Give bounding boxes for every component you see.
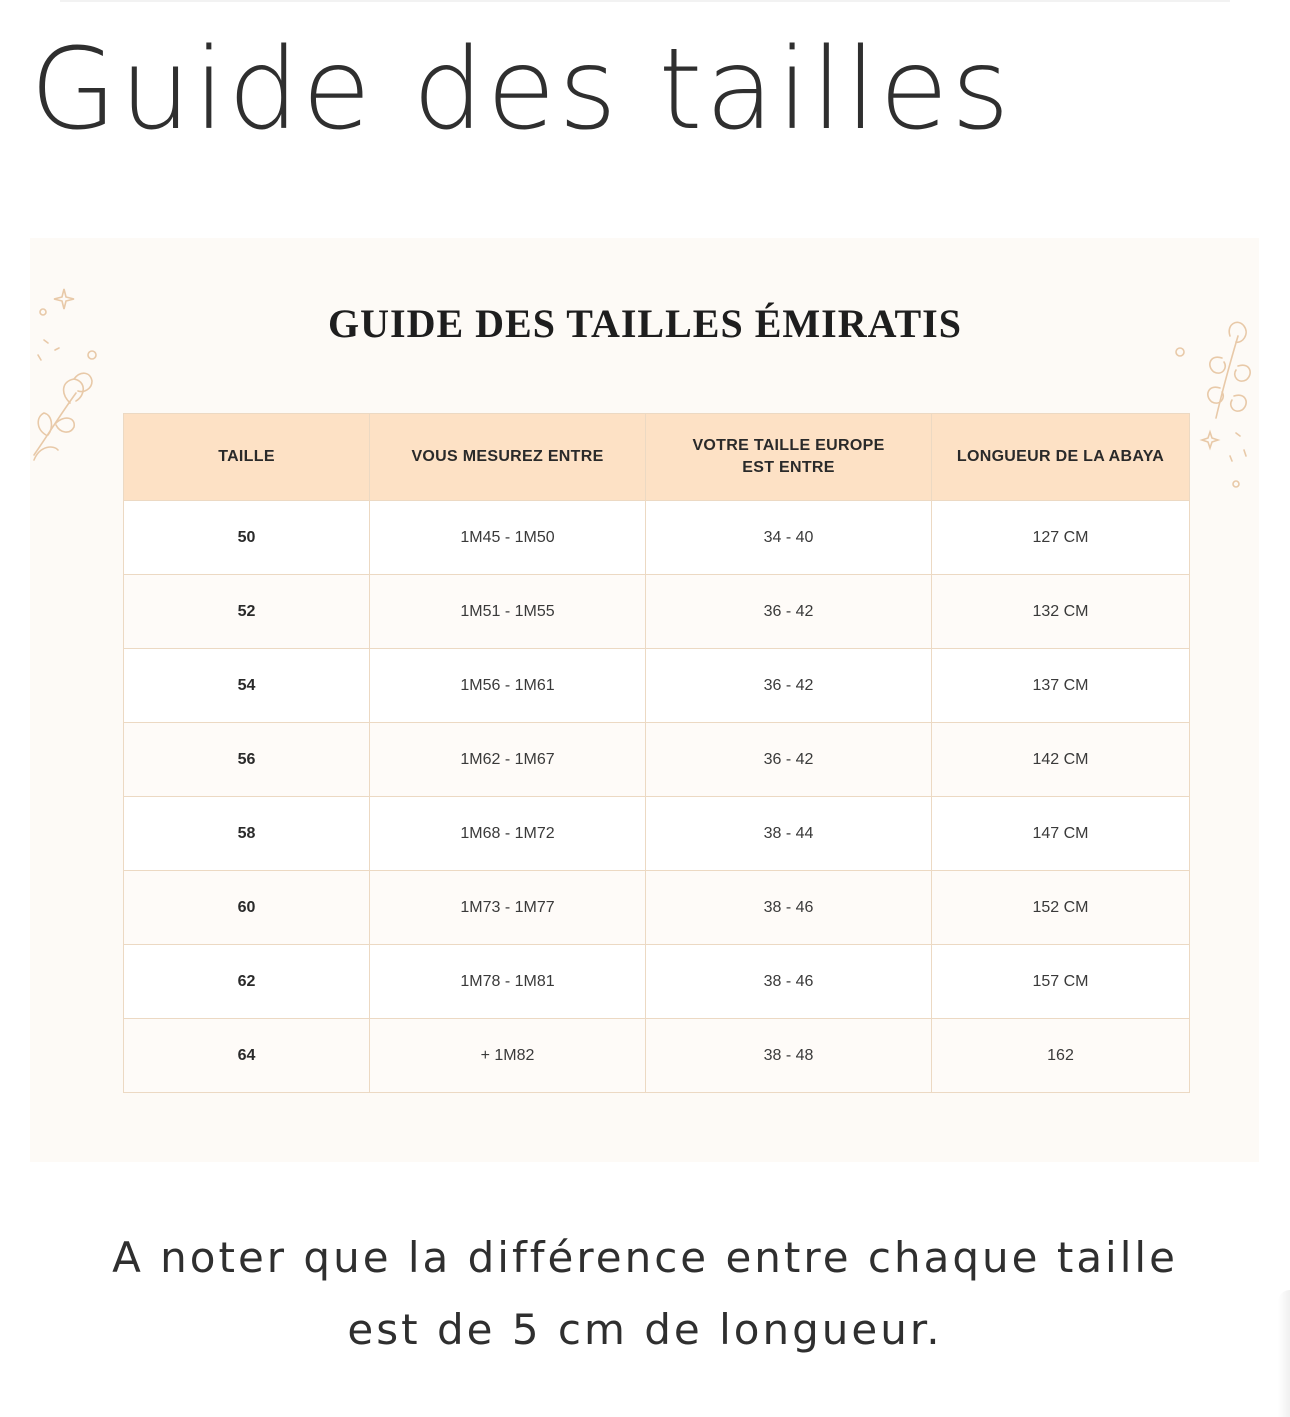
cell-mesure: 1M62 - 1M67	[370, 723, 646, 797]
cell-longueur: 132 CM	[932, 575, 1190, 649]
size-note	[0, 1222, 1290, 1366]
table-row	[124, 1019, 1190, 1093]
cell-europe: 38 - 44	[646, 797, 932, 871]
cell-europe: 36 - 42	[646, 723, 932, 797]
cell-europe: 36 - 42	[646, 575, 932, 649]
cell-europe: 34 - 40	[646, 501, 932, 575]
cell-longueur: 127 CM	[932, 501, 1190, 575]
cell-europe: 38 - 46	[646, 871, 932, 945]
header-longueur: LONGUEUR DE LA ABAYA	[932, 414, 1190, 501]
cell-mesure: 1M78 - 1M81	[370, 945, 646, 1019]
size-table	[123, 413, 1190, 1093]
table-header-row	[124, 414, 1190, 501]
cell-mesure: 1M56 - 1M61	[370, 649, 646, 723]
header-mesure: VOUS MESUREZ ENTRE	[370, 414, 646, 501]
cell-mesure: 1M73 - 1M77	[370, 871, 646, 945]
cell-mesure: 1M68 - 1M72	[370, 797, 646, 871]
cell-mesure: 1M45 - 1M50	[370, 501, 646, 575]
page-title: Guide des tailles	[30, 25, 1013, 155]
cell-taille: 52	[124, 575, 370, 649]
cell-longueur: 152 CM	[932, 871, 1190, 945]
cell-taille: 56	[124, 723, 370, 797]
top-divider	[60, 0, 1230, 2]
cell-europe: 36 - 42	[646, 649, 932, 723]
header-taille: TAILLE	[124, 414, 370, 501]
table-row	[124, 871, 1190, 945]
header-europe-line2: EST ENTRE	[742, 459, 835, 476]
cell-mesure: + 1M82	[370, 1019, 646, 1093]
size-note-line2: est de 5 cm de longueur.	[347, 1305, 943, 1354]
header-europe-line1: VOTRE TAILLE EUROPE	[692, 437, 885, 455]
cell-longueur: 137 CM	[932, 649, 1190, 723]
cell-europe: 38 - 46	[646, 945, 932, 1019]
scroll-edge-shadow	[1278, 1290, 1290, 1417]
table-row	[124, 501, 1190, 575]
table-row	[124, 945, 1190, 1019]
table-row	[124, 797, 1190, 871]
cell-taille: 54	[124, 649, 370, 723]
cell-taille: 60	[124, 871, 370, 945]
header-europe	[646, 414, 932, 501]
cell-taille: 64	[124, 1019, 370, 1093]
cell-mesure: 1M51 - 1M55	[370, 575, 646, 649]
cell-taille: 62	[124, 945, 370, 1019]
cell-taille: 58	[124, 797, 370, 871]
guide-image-title: GUIDE DES TAILLES ÉMIRATIS	[328, 301, 962, 346]
cell-longueur: 147 CM	[932, 797, 1190, 871]
cell-taille: 50	[124, 501, 370, 575]
cell-europe: 38 - 48	[646, 1019, 932, 1093]
table-row	[124, 723, 1190, 797]
size-note-line1: A noter que la différence entre chaque taille	[112, 1233, 1178, 1282]
cell-longueur: 157 CM	[932, 945, 1190, 1019]
cell-longueur: 142 CM	[932, 723, 1190, 797]
table-row	[124, 575, 1190, 649]
table-row	[124, 649, 1190, 723]
cell-longueur: 162	[932, 1019, 1190, 1093]
